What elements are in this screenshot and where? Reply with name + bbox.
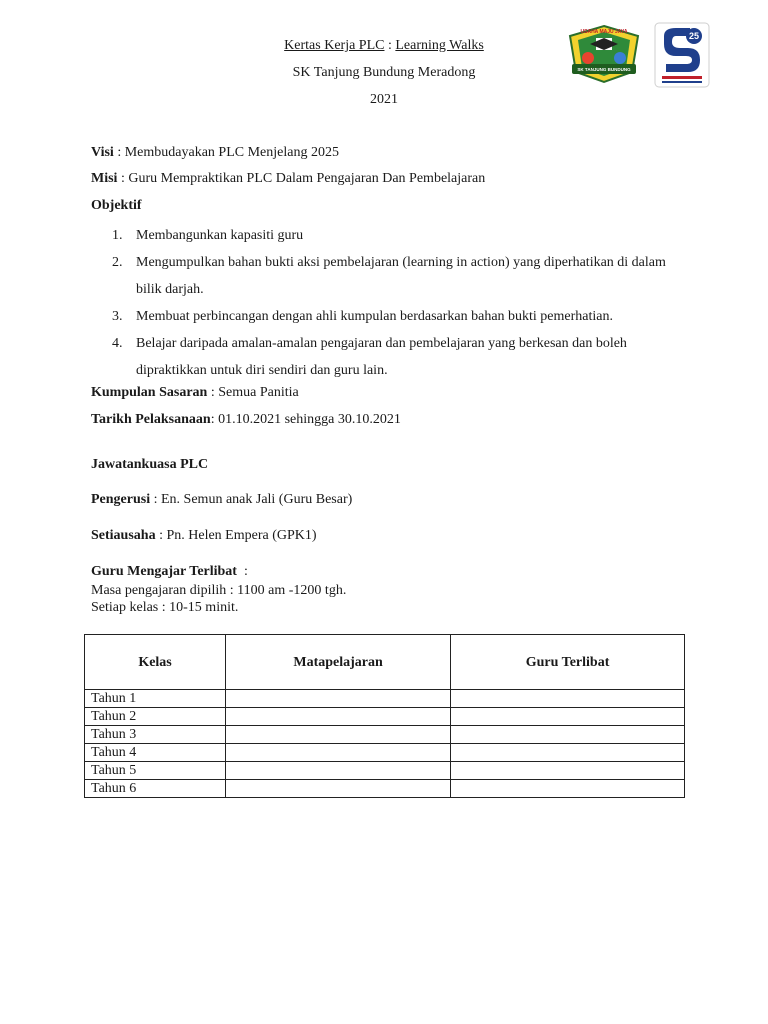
- kumpulan-separator: :: [207, 385, 219, 400]
- pengerusi-label: Pengerusi: [91, 492, 151, 507]
- misi-line: [91, 171, 485, 187]
- tarikh-label: Tarikh Pelaksanaan: [91, 412, 211, 427]
- school-logo: [566, 24, 642, 86]
- list-item-text: Membangunkan kapasiti guru: [136, 228, 304, 243]
- cell-kelas: Tahun 2: [85, 708, 226, 726]
- cell-subjek[interactable]: [226, 744, 451, 762]
- document-year: 2021: [370, 92, 398, 107]
- guru-terlibat-heading: [91, 564, 248, 580]
- cell-kelas: Tahun 4: [85, 744, 226, 762]
- document-title: [0, 38, 768, 54]
- list-item: [91, 303, 671, 330]
- table-row: [85, 690, 685, 708]
- list-item-number: 3.: [112, 309, 123, 324]
- list-item-text: Mengumpulkan bahan bukti aksi pembelajaran (learning in action) yang diperhatikan di dalam bilik darjah.: [136, 255, 666, 297]
- cell-subjek[interactable]: [226, 762, 451, 780]
- table-header-row: [85, 635, 685, 690]
- column-header-guru: Guru Terlibat: [451, 635, 685, 690]
- table-row: [85, 708, 685, 726]
- guru-label: Guru Mengajar Terlibat: [91, 564, 237, 579]
- kumpulan-label: Kumpulan Sasaran: [91, 385, 208, 400]
- title-part-2: Learning Walks: [395, 38, 484, 53]
- column-header-kelas: Kelas: [85, 635, 226, 690]
- table-row: [85, 762, 685, 780]
- setiap-kelas: Setiap kelas : 10-15 minit.: [91, 600, 239, 615]
- list-item-text: Membuat perbincangan dengan ahli kumpulan berdasarkan bahan bukti pemerhatian.: [136, 309, 613, 324]
- misi-value: Guru Mempraktikan PLC Dalam Pengajaran Dan Pembelajaran: [128, 171, 486, 186]
- list-item-number: 4.: [112, 336, 123, 351]
- misi-separator: :: [117, 171, 129, 186]
- cell-guru[interactable]: [451, 780, 685, 798]
- objektif-label: Objektif: [91, 198, 142, 213]
- cell-guru[interactable]: [451, 726, 685, 744]
- cell-subjek[interactable]: [226, 708, 451, 726]
- visi-value: Membudayakan PLC Menjelang 2025: [124, 145, 339, 160]
- cell-subjek[interactable]: [226, 780, 451, 798]
- cell-subjek[interactable]: [226, 690, 451, 708]
- school-logo-name: SK TANJUNG BUNDUNG: [577, 67, 631, 72]
- table-row: [85, 780, 685, 798]
- setiausaha-line: [91, 528, 317, 544]
- cell-kelas: Tahun 1: [85, 690, 226, 708]
- masa-pengajaran: Masa pengajaran dipilih : 1100 am -1200 tgh.: [91, 583, 347, 598]
- cell-kelas: Tahun 3: [85, 726, 226, 744]
- pengerusi-value: En. Semun anak Jali (Guru Besar): [161, 492, 353, 507]
- tarikh-value: 01.10.2021 sehingga 30.10.2021: [218, 412, 401, 427]
- setiausaha-value: Pn. Helen Empera (GPK1): [166, 528, 317, 543]
- objektif-heading: [91, 198, 142, 214]
- setiausaha-separator: :: [155, 528, 167, 543]
- guru-separator: :: [236, 564, 248, 579]
- table-row: [85, 726, 685, 744]
- list-item: [91, 249, 671, 303]
- ministry-logo-number: 25: [688, 31, 700, 41]
- jawatankuasa-label: Jawatankuasa PLC: [91, 457, 209, 472]
- tarikh-separator: :: [210, 412, 219, 427]
- title-separator: :: [384, 38, 396, 53]
- cell-guru[interactable]: [451, 708, 685, 726]
- tarikh-line: [91, 412, 401, 428]
- visi-separator: :: [113, 145, 125, 160]
- cell-kelas: Tahun 5: [85, 762, 226, 780]
- list-item-text: Belajar daripada amalan-amalan pengajaran dan pembelajaran yang berkesan dan boleh dipraktikkan untuk diri sendiri dan guru lain.: [136, 336, 627, 378]
- school-logo-motto: USAHA MAJU JAYA: [580, 29, 628, 35]
- cell-guru[interactable]: [451, 690, 685, 708]
- title-part-1: Kertas Kerja PLC: [284, 38, 385, 53]
- setiausaha-label: Setiausaha: [91, 528, 156, 543]
- misi-label: Misi: [91, 171, 118, 186]
- school-name: SK Tanjung Bundung Meradong: [292, 65, 476, 80]
- pengerusi-separator: :: [150, 492, 161, 507]
- cell-subjek[interactable]: [226, 726, 451, 744]
- guru-terlibat-table: [84, 634, 685, 798]
- visi-label: Visi: [91, 145, 114, 160]
- column-header-matapelajaran: Matapelajaran: [226, 635, 451, 690]
- list-item: [91, 222, 671, 249]
- list-item-number: 2.: [112, 255, 123, 270]
- cell-guru[interactable]: [451, 744, 685, 762]
- kumpulan-sasaran-line: [91, 385, 299, 401]
- list-item: [91, 330, 671, 384]
- table-row: [85, 744, 685, 762]
- ministry-logo: [654, 22, 710, 88]
- pengerusi-line: [91, 492, 352, 508]
- list-item-number: 1.: [112, 228, 123, 243]
- visi-line: [91, 145, 339, 161]
- kumpulan-value: Semua Panitia: [218, 385, 299, 400]
- cell-guru[interactable]: [451, 762, 685, 780]
- objektif-list: [91, 222, 671, 384]
- jawatankuasa-heading: [91, 457, 208, 473]
- cell-kelas: Tahun 6: [85, 780, 226, 798]
